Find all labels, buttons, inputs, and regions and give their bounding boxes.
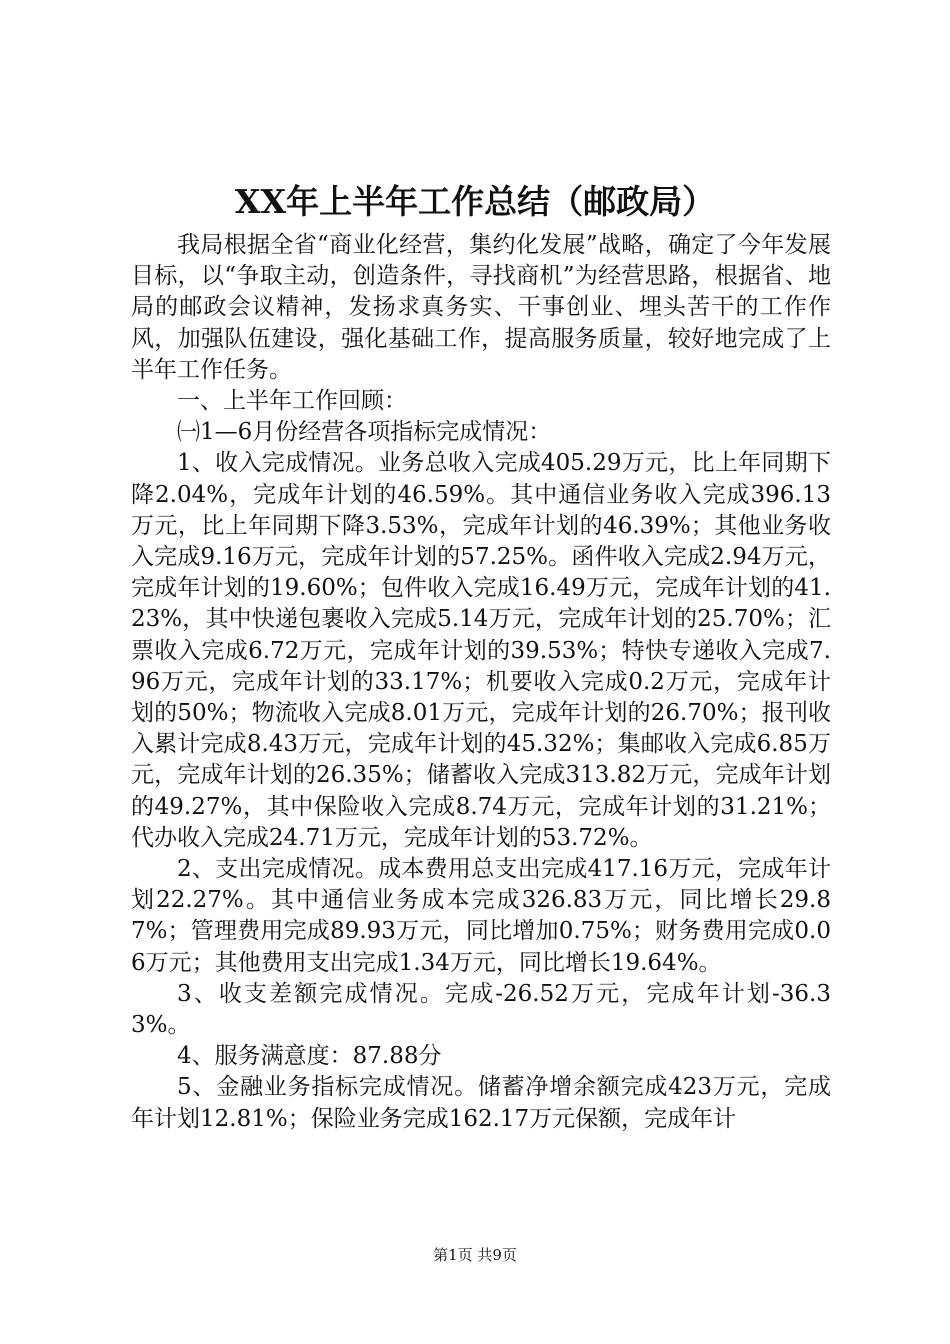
section-heading-review: 一、上半年工作回顾： xyxy=(177,388,407,415)
page-number-footer: 第1页 共9页 xyxy=(433,1246,517,1264)
paragraph-expenditure: 2、支出完成情况。成本费用总支出完成417.16万元，完成年计划22.27%。其中通信业务成本完成326.83万元，同比增长29.87%；管理费用完成89.93万元，同比增加0.75%；财务费用完成0.06万元；其他费用支出完成1.34万元，同比增长19.64%。 xyxy=(131,856,831,976)
paragraph-finance: 5、金融业务指标完成情况。储蓄净增余额完成423万元，完成年计划12.81%；保险业务完成162.17万元保额，完成年计 xyxy=(131,1074,831,1132)
document-body xyxy=(131,230,831,1135)
paragraph-balance: 3、收支差额完成情况。完成-26.52万元，完成年计划-36.33%。 xyxy=(131,980,831,1039)
paragraph-satisfaction: 4、服务满意度：87.88分 xyxy=(177,1043,442,1070)
subsection-heading-indicators: ㈠1—6月份经营各项指标完成情况： xyxy=(177,419,552,446)
document-title: XX年上半年工作总结（邮政局） xyxy=(234,182,716,221)
paragraph-intro: 我局根据全省“商业化经营，集约化发展”战略，确定了今年发展目标，以“争取主动，创造条件，寻找商机”为经营思路，根据省、地局的邮政会议精神，发扬求真务实、干事创业、埋头苦干的工作作风，加强队伍建设，强化基础工作，提高服务质量，较好地完成了上半年工作任务。 xyxy=(131,232,831,383)
paragraph-income: 1、收入完成情况。业务总收入完成405.29万元，比上年同期下降2.04%，完成年计划的46.59%。其中通信业务收入完成396.13万元，比上年同期下降3.53%，完成年计划的46.39%；其他业务收入完成9.16万元，完成年计划的57.25%。函件收入完成2.94万元，完成年计划的19.60%；包件收入完成16.49万元，完成年计划的41.23%，其中快递包裹收入完成5.14万元，完成年计划的25.70%；汇票收入完成6.72万元，完成年计划的39.53%；特快专递收入完成7.96万元，完成年计划的33.17%；机要收入完成0.2万元，完成年计划的50%；物流收入完成8.01万元，完成年计划的26.70%；报刊收入累计完成8.43万元，完成年计划的45.32%；集邮收入完成6.85万元，完成年计划的26.35%；储蓄收入完成313.82万元，完成年计划的49.27%，其中保险收入完成8.74万元，完成年计划的31.21%；代办收入完成24.71万元，完成年计划的53.72%。 xyxy=(131,450,831,851)
